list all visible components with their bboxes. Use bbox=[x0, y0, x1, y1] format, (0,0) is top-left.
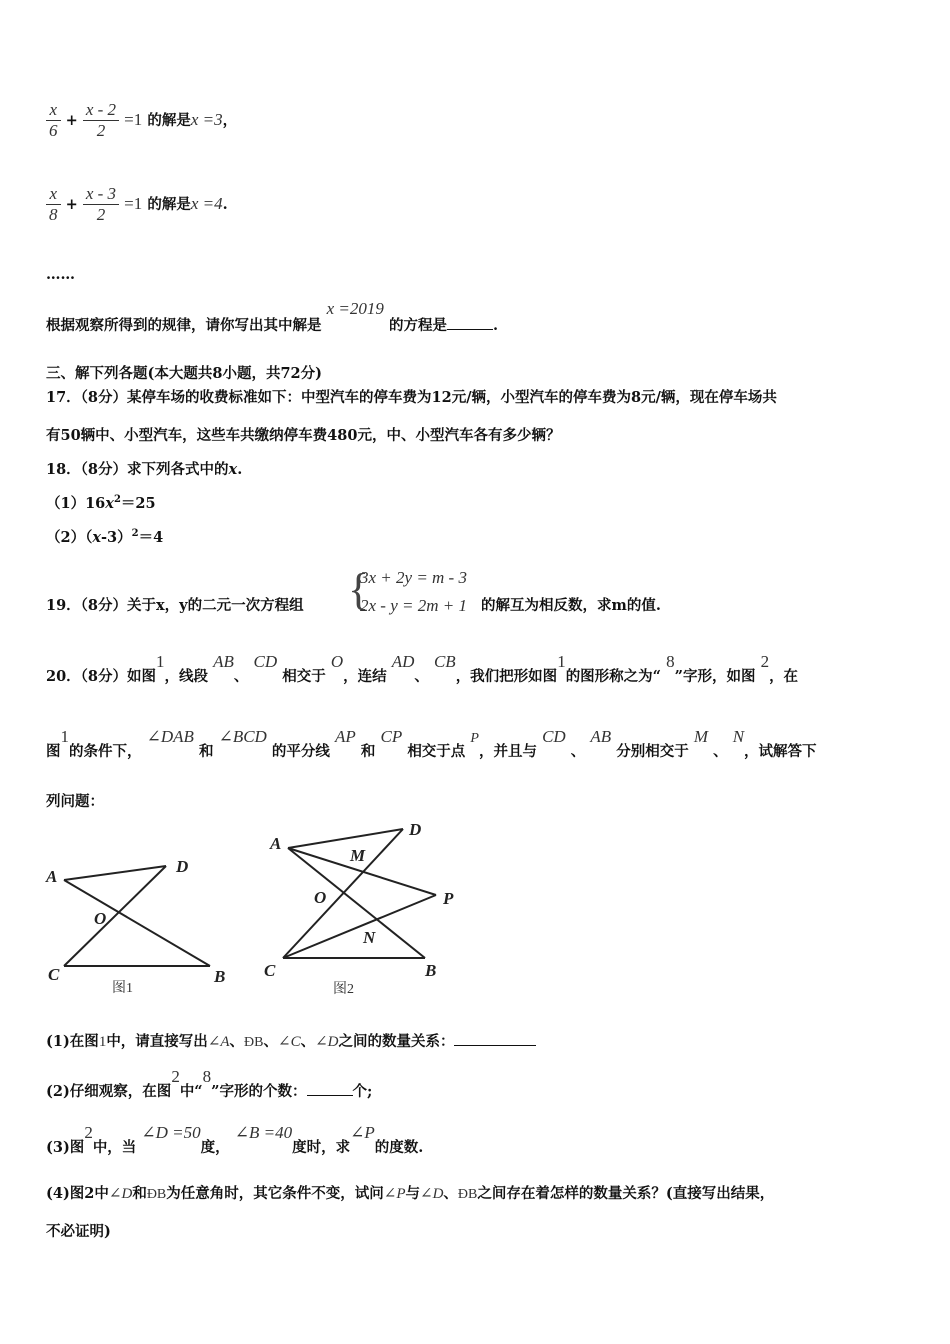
solution-value: x =3 bbox=[190, 110, 223, 129]
angle-b: ÐB bbox=[244, 1035, 264, 1050]
text: ，线段 bbox=[164, 668, 209, 685]
equals-one: =1 bbox=[124, 110, 143, 129]
question-17-line-1: 17．（8分）某停车场的收费标准如下：中型汽车的停车费为12元/辆，小型汽车的停车费为8元/辆，现在停车场共 bbox=[46, 389, 777, 406]
equation-1 bbox=[46, 100, 237, 141]
angle-a: ∠A bbox=[207, 1034, 230, 1050]
question-20-line-3: 列问题： bbox=[46, 793, 104, 810]
sub-question-4-line-2: 不必证明) bbox=[46, 1223, 111, 1240]
figure-ref: 2 bbox=[171, 1067, 180, 1086]
figure-ref: 1 bbox=[557, 652, 566, 671]
text: 和 bbox=[360, 743, 376, 760]
equals-one: =1 bbox=[124, 194, 143, 213]
numerator: x - 3 bbox=[83, 184, 119, 205]
system-brace: { bbox=[348, 565, 370, 614]
separator: 、 bbox=[229, 1033, 245, 1050]
sub-question-3 bbox=[46, 1122, 424, 1156]
separator: 、 bbox=[443, 1185, 458, 1202]
sub-question-1 bbox=[46, 1030, 536, 1051]
target-solution: x =2019 bbox=[326, 299, 384, 318]
text: ”字形的个数： bbox=[211, 1083, 307, 1100]
denominator: 2 bbox=[96, 121, 106, 140]
fraction-x-over-6 bbox=[46, 100, 61, 141]
part-middle: -3） bbox=[101, 529, 132, 546]
label-d: D bbox=[409, 820, 422, 839]
solution-label: 的解是 bbox=[147, 196, 191, 213]
heading-text: 18．（8分）求下列各式中的 bbox=[46, 461, 229, 478]
angle-b-value: ∠B =40 bbox=[234, 1123, 293, 1142]
denominator: 6 bbox=[49, 121, 58, 140]
numerator: x bbox=[46, 184, 61, 205]
punctuation: ， bbox=[222, 112, 238, 129]
part-prefix: （1）16 bbox=[46, 495, 106, 512]
text: 的度数. bbox=[374, 1139, 424, 1156]
segment-ad bbox=[64, 866, 166, 880]
point-p: P bbox=[470, 731, 479, 746]
angle-d: ∠D bbox=[108, 1186, 133, 1202]
sub-question-2 bbox=[46, 1066, 373, 1100]
punctuation: . bbox=[492, 317, 499, 334]
prompt-text-2: 的方程是 bbox=[388, 317, 447, 334]
text: 的平分线 bbox=[271, 743, 330, 760]
text: 中“ bbox=[179, 1083, 203, 1100]
solution-label: 的解是 bbox=[147, 112, 191, 129]
numerator: x - 2 bbox=[83, 100, 119, 121]
question-20-line-1 bbox=[46, 651, 799, 685]
text: 和 bbox=[132, 1185, 147, 1202]
text: ，在 bbox=[769, 668, 799, 685]
denominator: 8 bbox=[49, 205, 58, 224]
figure-ref: 2 bbox=[84, 1123, 93, 1142]
point-n: N bbox=[732, 727, 745, 746]
figure-ref: 1 bbox=[98, 1034, 107, 1050]
question-18-part-1 bbox=[46, 492, 156, 513]
text: (3)图 bbox=[46, 1139, 85, 1156]
text: 度， bbox=[200, 1139, 230, 1156]
exponent: 2 bbox=[113, 494, 121, 506]
text: (4)图2中 bbox=[46, 1185, 109, 1202]
question-20-line-2 bbox=[46, 726, 817, 760]
equation-2 bbox=[46, 184, 228, 225]
part-prefix: （2）（ bbox=[46, 529, 93, 546]
text: 之间存在着怎样的数量关系？(直接写出结果， bbox=[477, 1185, 775, 1202]
text: ，并且与 bbox=[478, 743, 537, 760]
label-a: A bbox=[270, 834, 282, 853]
denominator: 2 bbox=[96, 205, 106, 224]
punctuation: . bbox=[237, 461, 243, 478]
angle-p: ∠P bbox=[350, 1123, 375, 1142]
plus-sign: + bbox=[65, 112, 78, 129]
angle-dab: ∠DAB bbox=[146, 727, 194, 746]
segment-ab: AB bbox=[213, 652, 234, 671]
segment-cd-line bbox=[283, 829, 403, 958]
eight-symbol: 8 bbox=[202, 1067, 212, 1086]
variable-x: x bbox=[228, 461, 238, 478]
angle-c: ∠C bbox=[278, 1034, 301, 1050]
separator: 、 bbox=[713, 743, 728, 760]
system-equation-a: 3x + 2y = m - 3 bbox=[360, 568, 467, 587]
figure-2-caption: 图2 bbox=[333, 982, 354, 997]
answer-blank[interactable] bbox=[447, 329, 493, 330]
plus-sign: + bbox=[65, 196, 78, 213]
angle-d-value: ∠D =50 bbox=[141, 1123, 201, 1142]
separator: 、 bbox=[233, 668, 249, 685]
text: 为任意角时，其它条件不变，试问 bbox=[166, 1185, 384, 1202]
text: 和 bbox=[198, 743, 214, 760]
segment-ab-line bbox=[64, 880, 210, 966]
system-equation-b: 2x - y = 2m + 1 bbox=[360, 596, 467, 615]
angle-bcd: ∠BCD bbox=[218, 727, 267, 746]
text: ，我们把形如图 bbox=[455, 668, 558, 685]
separator: 、 bbox=[300, 1033, 316, 1050]
question-16-prompt bbox=[46, 298, 499, 334]
label-p: P bbox=[443, 889, 454, 908]
text: (1)在图 bbox=[46, 1033, 99, 1050]
text: 个; bbox=[352, 1083, 373, 1100]
text: 中，当 bbox=[92, 1139, 137, 1156]
text: ”字形，如图 bbox=[674, 668, 756, 685]
angle-d: ∠D bbox=[315, 1034, 339, 1050]
figure-1-caption: 图1 bbox=[112, 981, 133, 996]
punctuation: . bbox=[222, 196, 228, 213]
label-n: N bbox=[363, 928, 376, 947]
label-c: C bbox=[48, 965, 60, 984]
text: 图 bbox=[46, 743, 61, 760]
numerator: x bbox=[46, 100, 61, 121]
line-cp: CP bbox=[380, 727, 403, 746]
figure-ref: 1 bbox=[60, 727, 69, 746]
segment-ad: AD bbox=[391, 652, 415, 671]
fraction-x-3-over-2 bbox=[83, 184, 119, 225]
segment-ad bbox=[288, 829, 403, 848]
figure-2 bbox=[260, 815, 475, 1005]
fraction-x-2-over-2 bbox=[83, 100, 119, 141]
separator: 、 bbox=[414, 668, 429, 685]
text: 度时，求 bbox=[292, 1139, 351, 1156]
point-o: O bbox=[330, 652, 344, 671]
segment-cb: CB bbox=[433, 652, 456, 671]
segment-cd-line bbox=[64, 866, 166, 966]
text: 的图形称之为“ bbox=[565, 668, 662, 685]
section-3-heading: 三、解下列各题(本大题共8小题，共72分) bbox=[46, 365, 322, 382]
answer-blank[interactable] bbox=[307, 1095, 353, 1096]
text: 分别相交于 bbox=[616, 743, 689, 760]
text: 相交于点 bbox=[407, 743, 466, 760]
label-b: B bbox=[214, 967, 226, 986]
fraction-x-over-8 bbox=[46, 184, 61, 225]
question-18-part-2 bbox=[46, 526, 163, 547]
figure-ref: 2 bbox=[760, 652, 770, 671]
solution-value: x =4 bbox=[190, 194, 223, 213]
label-b: B bbox=[425, 961, 437, 980]
question-17-line-2: 有50辆中、小型汽车，这些车共缴纳停车费480元，中、小型汽车各有多少辆？ bbox=[46, 427, 561, 444]
answer-blank[interactable] bbox=[454, 1045, 536, 1046]
separator: 、 bbox=[263, 1033, 278, 1050]
variable-x: x bbox=[105, 495, 114, 512]
label-a: A bbox=[46, 867, 58, 886]
text: ，试解答下 bbox=[744, 743, 817, 760]
text: 之间的数量关系： bbox=[338, 1033, 455, 1050]
text: 相交于 bbox=[282, 668, 326, 685]
segment-cd: CD bbox=[542, 727, 566, 746]
angle-b: ÐB bbox=[457, 1187, 478, 1202]
figure-ref: 1 bbox=[156, 652, 165, 671]
segment-ab: AB bbox=[590, 727, 612, 746]
question-19-tail: 的解互为相反数，求m的值. bbox=[481, 597, 661, 614]
text: ，连结 bbox=[343, 668, 387, 685]
eight-symbol: 8 bbox=[666, 652, 675, 671]
label-m: M bbox=[350, 846, 366, 865]
figure-1 bbox=[40, 850, 240, 1000]
angle-p: ∠P bbox=[383, 1186, 406, 1202]
prompt-text: 根据观察所得到的规律，请你写出其中解是 bbox=[46, 317, 322, 334]
separator: 、 bbox=[570, 743, 586, 760]
text: 的条件下， bbox=[69, 743, 142, 760]
part-rhs: ＝25 bbox=[120, 495, 156, 512]
text: 中，请直接写出 bbox=[106, 1033, 208, 1050]
label-o: O bbox=[314, 888, 327, 907]
question-18-heading bbox=[46, 458, 242, 479]
variable-x: x bbox=[92, 529, 101, 546]
angle-d: ∠D bbox=[420, 1186, 444, 1202]
text: (2)仔细观察，在图 bbox=[46, 1083, 172, 1100]
label-o: O bbox=[94, 909, 107, 928]
text: 与 bbox=[405, 1185, 420, 1202]
exponent: 2 bbox=[131, 528, 139, 540]
text: 20．（8分）如图 bbox=[46, 668, 157, 685]
point-m: M bbox=[693, 727, 709, 746]
angle-b: ÐB bbox=[146, 1187, 167, 1202]
label-c: C bbox=[264, 961, 276, 980]
line-ap: AP bbox=[335, 727, 356, 746]
part-rhs: ＝4 bbox=[138, 529, 164, 546]
label-d: D bbox=[176, 857, 189, 876]
question-19-text: 19．（8分）关于x，y的二元一次方程组 bbox=[46, 597, 304, 614]
segment-cd: CD bbox=[253, 652, 278, 671]
ellipsis: …… bbox=[46, 266, 75, 283]
sub-question-4 bbox=[46, 1182, 774, 1203]
